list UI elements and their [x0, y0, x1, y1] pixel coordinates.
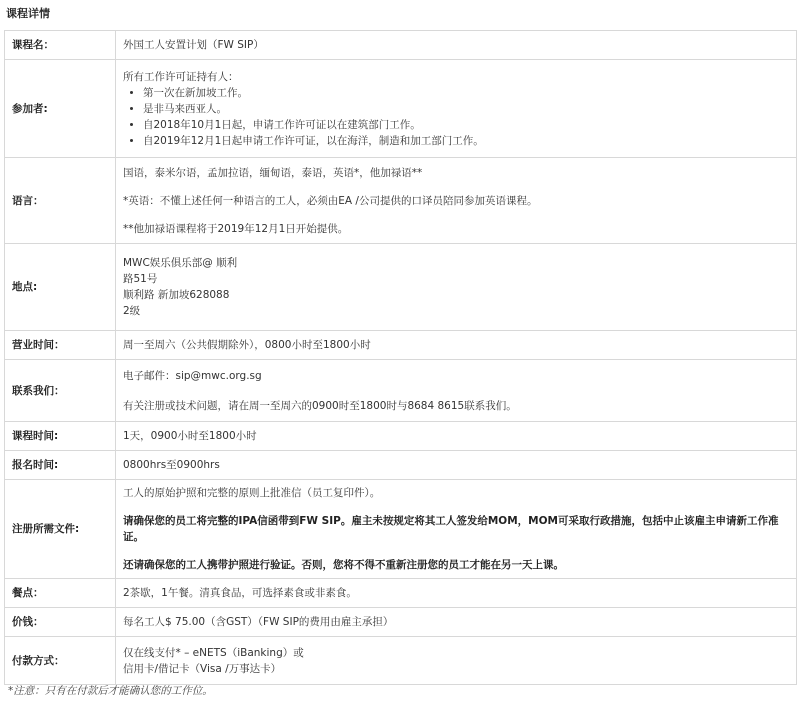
payment-note: *注意：只有在付款后才能确认您的工作位。: [8, 685, 213, 697]
hours-value: 周一至周六（公共假期除外），0800小时至1800小时: [116, 331, 797, 360]
contact-email: 电子邮件：sip@mwc.org.sg: [123, 369, 262, 382]
table-row: [5, 244, 797, 331]
course-name-label: 课程名：: [5, 31, 116, 60]
payment-card: 信用卡/借记卡（Visa /万事达卡）: [123, 662, 282, 675]
meals-label: 餐点：: [5, 579, 116, 608]
course-time-label: 课程时间:: [5, 422, 116, 451]
meals-value: 2茶歇，1午餐。清真食品，可选择素食或非素食。: [116, 579, 797, 608]
table-row: [5, 637, 797, 685]
location-line: 路51号: [123, 273, 158, 285]
table-row: [5, 60, 797, 158]
language-english-note: *英语：不懂上述任何一种语言的工人，必须由EA /公司提供的口译员陪同参加英语课程。: [123, 194, 538, 207]
list-item: • 自2019年12月1日起申请工作许可证，以在海洋，制造和加工部门工作。: [143, 133, 789, 149]
contact-phone-info: 有关注册或技术问题，请在周一至周六的0900时至1800时与8684 8615联系我们。: [123, 399, 517, 412]
location-line: MWC娱乐俱乐部@ 顺利: [123, 257, 238, 269]
documents-passport: 工人的原始护照和完整的原则上批准信（员工复印件）。: [123, 487, 381, 499]
list-item: • 第一次在新加坡工作。: [143, 85, 789, 101]
payment-label: 付款方式：: [5, 637, 116, 685]
location-value: [116, 244, 797, 331]
participants-value: [116, 60, 797, 158]
language-label: 语言：: [5, 158, 116, 244]
language-tagalog-note: **他加禄语课程将于2019年12月1日开始提供。: [123, 222, 349, 235]
payment-online: 仅在线支付* – eNETS（iBanking）或: [123, 646, 304, 659]
registration-time-value: 0800hrs至0900hrs: [116, 451, 797, 480]
list-item: • 是非马来西亚人。: [143, 101, 789, 117]
table-row: [5, 451, 797, 480]
course-details-table: [4, 30, 797, 685]
language-value: [116, 158, 797, 244]
language-list: 国语，泰米尔语，孟加拉语，缅甸语，泰语，英语*，他加禄语**: [123, 166, 423, 179]
documents-verify-note: 还请确保您的工人携带护照进行验证。否则，您将不得不重新注册您的员工才能在另一天上课。: [123, 559, 564, 571]
table-row: [5, 31, 797, 60]
list-item: • 自2018年10月1日起，申请工作许可证以在建筑部门工作。: [143, 117, 789, 133]
table-row: [5, 158, 797, 244]
table-row: [5, 360, 797, 422]
payment-value: [116, 637, 797, 685]
table-row: [5, 608, 797, 637]
table-row: [5, 331, 797, 360]
contact-value: [116, 360, 797, 422]
participants-label: 参加者:: [5, 60, 116, 158]
price-value: 每名工人$ 75.00（含GST）（FW SIP的费用由雇主承担）: [116, 608, 797, 637]
documents-label: 注册所需文件:: [5, 480, 116, 579]
location-line: 顺利路 新加坡628088: [123, 289, 230, 301]
registration-time-label: 报名时间:: [5, 451, 116, 480]
participants-list: [123, 85, 789, 149]
location-label: 地点:: [5, 244, 116, 331]
course-name-value: 外国工人安置计划（FW SIP）: [116, 31, 797, 60]
contact-label: 联系我们：: [5, 360, 116, 422]
documents-value: [116, 480, 797, 579]
page-title: 课程详情: [6, 7, 50, 20]
participants-intro: 所有工作许可证持有人：: [123, 70, 239, 83]
price-label: 价钱：: [5, 608, 116, 637]
documents-ipa-note: 请确保您的员工将完整的IPA信函带到FW SIP。雇主未按规定将其工人签发给MOM，MOM可采取行政措施，包括中止该雇主申请新工作准证。: [123, 515, 779, 543]
table-row: [5, 480, 797, 579]
table-row: [5, 422, 797, 451]
table-row: [5, 579, 797, 608]
location-line: 2级: [123, 305, 141, 317]
course-time-value: 1天，0900小时至1800小时: [116, 422, 797, 451]
hours-label: 营业时间：: [5, 331, 116, 360]
